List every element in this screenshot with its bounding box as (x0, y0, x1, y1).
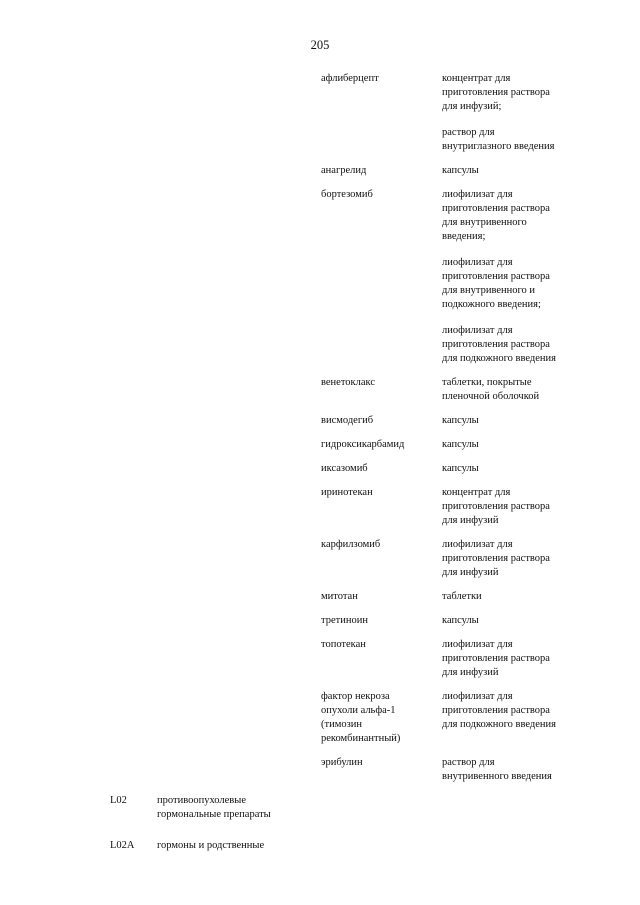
atc-description: противоопухолевые гормональные препараты (157, 795, 271, 820)
dosage-forms (442, 414, 621, 428)
dosage-forms (442, 756, 621, 784)
atc-code: L02A (110, 840, 135, 851)
drug-table (321, 72, 621, 794)
drug-name: афлиберцепт (321, 73, 379, 84)
drug-name: венетоклакс (321, 377, 376, 388)
dosage-form: концентрат для приготовления раствора для инфузий; (442, 73, 550, 112)
drug-row (321, 438, 621, 452)
dosage-forms (442, 638, 621, 680)
dosage-forms (442, 376, 621, 404)
dosage-form: капсулы (442, 165, 479, 176)
drug-row (321, 376, 621, 404)
dosage-form: капсулы (442, 463, 479, 474)
drug-name: бортезомиб (321, 189, 373, 200)
drug-name: иринотекан (321, 487, 373, 498)
dosage-forms (442, 72, 621, 154)
dosage-form: таблетки (442, 591, 482, 602)
drug-row (321, 164, 621, 178)
dosage-forms (442, 462, 621, 476)
drug-name: карфилзомиб (321, 539, 381, 550)
dosage-forms (442, 690, 621, 746)
atc-group-row (110, 839, 430, 853)
dosage-form: лиофилизат для приготовления раствора для подкожного введения (442, 691, 556, 730)
drug-row (321, 538, 621, 580)
dosage-forms (442, 538, 621, 580)
dosage-forms (442, 188, 621, 366)
drug-row (321, 188, 621, 366)
drug-row (321, 614, 621, 628)
drug-name: висмодегиб (321, 415, 374, 426)
drug-name: фактор некроза опухоли альфа-1 (тимозин рекомбинантный) (321, 691, 401, 744)
drug-name: гидроксикарбамид (321, 439, 405, 450)
drug-row (321, 414, 621, 428)
dosage-forms (442, 164, 621, 178)
drug-row (321, 690, 621, 746)
drug-name: иксазомиб (321, 463, 368, 474)
dosage-form: раствор для внутривенного введения (442, 757, 552, 782)
drug-row (321, 72, 621, 154)
dosage-form: концентрат для приготовления раствора для инфузий (442, 487, 550, 526)
drug-row (321, 486, 621, 528)
drug-row (321, 462, 621, 476)
dosage-form: лиофилизат для приготовления раствора для подкожного введения (442, 325, 556, 364)
atc-description: гормоны и родственные (157, 840, 265, 851)
drug-row (321, 756, 621, 784)
dosage-forms (442, 614, 621, 628)
dosage-forms (442, 438, 621, 452)
page-number: 205 (310, 38, 330, 52)
drug-name: третиноин (321, 615, 368, 626)
dosage-forms (442, 486, 621, 528)
dosage-form: лиофилизат для приготовления раствора для инфузий (442, 639, 550, 678)
drug-name: анагрелид (321, 165, 367, 176)
dosage-form: лиофилизат для приготовления раствора для инфузий (442, 539, 550, 578)
drug-row (321, 590, 621, 604)
drug-name: топотекан (321, 639, 366, 650)
dosage-form: капсулы (442, 439, 479, 450)
drug-name: митотан (321, 591, 358, 602)
dosage-form: таблетки, покрытые пленочной оболочкой (442, 377, 540, 402)
drug-row (321, 638, 621, 680)
dosage-form: лиофилизат для приготовления раствора для внутривенного и подкожного введения; (442, 257, 550, 310)
atc-code: L02 (110, 795, 127, 806)
dosage-form: капсулы (442, 415, 479, 426)
dosage-form: раствор для внутриглазного введения (442, 127, 555, 152)
atc-group-row (110, 794, 430, 822)
atc-section (110, 794, 430, 870)
drug-name: эрибулин (321, 757, 363, 768)
dosage-form: лиофилизат для приготовления раствора для внутривенного введения; (442, 189, 550, 242)
dosage-forms (442, 590, 621, 604)
dosage-form: капсулы (442, 615, 479, 626)
